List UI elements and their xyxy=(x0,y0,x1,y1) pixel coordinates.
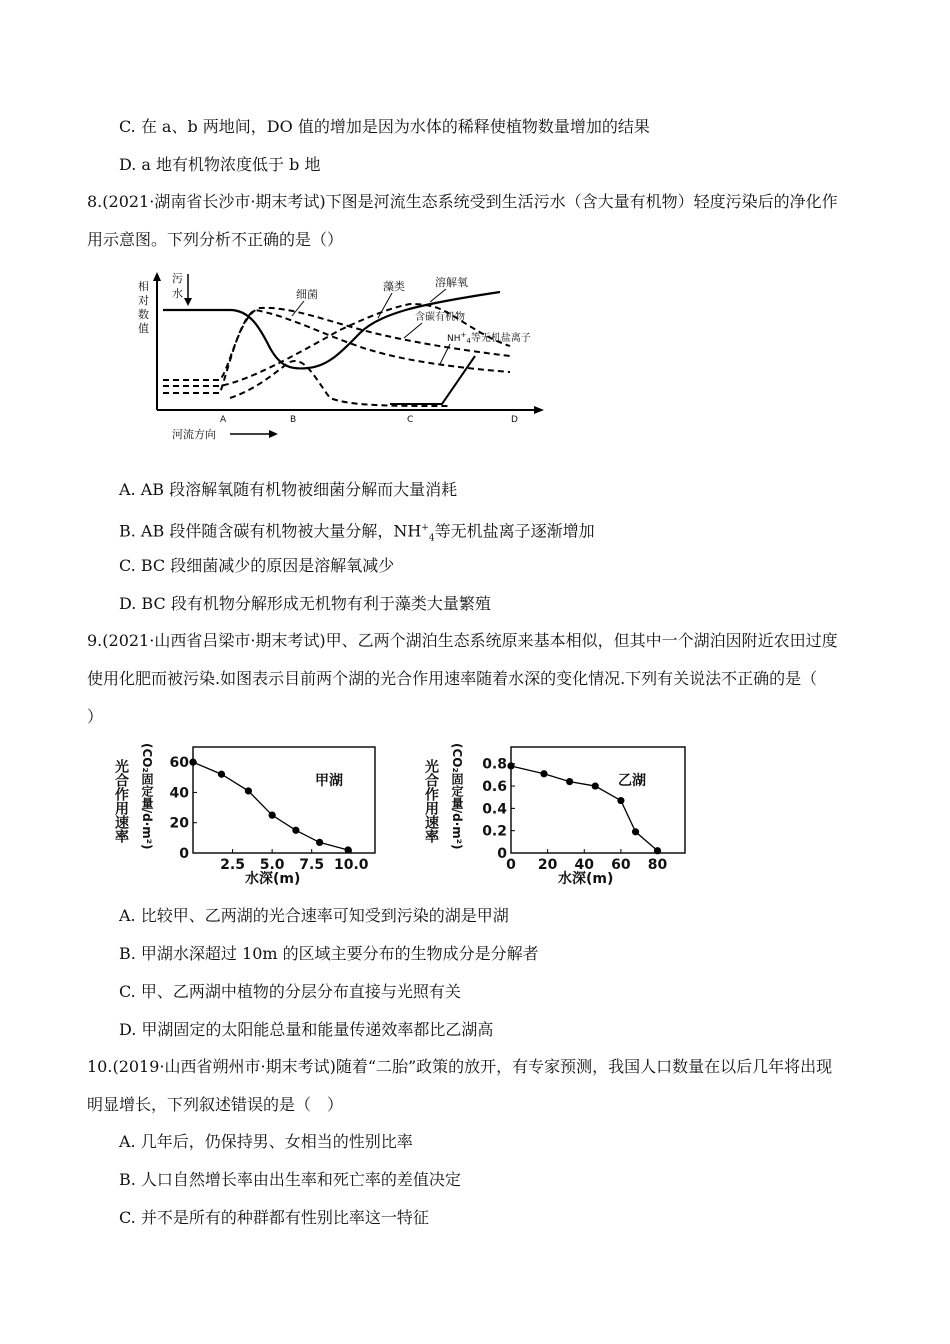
yi-data-point xyxy=(617,797,624,804)
q9-stem-line1: 9.(2021·山西省吕梁市·期末考试)甲、乙两个湖泊生态系统原来基本相似，但其中一个湖泊因附近农田过度 xyxy=(87,631,838,650)
jia-xtick-label: 5.0 xyxy=(259,857,285,873)
yi-data-point xyxy=(540,770,547,777)
jia-ytick-label: 20 xyxy=(169,815,189,832)
yi-xtick-label: 20 xyxy=(537,857,558,873)
yi-title: 乙湖 xyxy=(618,773,646,789)
label-carbon-organic: 含碳有机物 xyxy=(415,312,465,323)
jia-ytick-label: 0 xyxy=(179,846,189,862)
yi-xtick-label: 0 xyxy=(506,857,516,873)
algae-curve xyxy=(230,361,450,406)
q8-option-a: A. AB 段溶解氧随有机物被细菌分解而大量消耗 xyxy=(119,480,458,499)
q9-option-b: B. 甲湖水深超过 10m 的区域主要分布的生物成分是分解者 xyxy=(119,944,539,963)
q8-option-d: D. BC 段有机物分解形成无机物有利于藻类大量繁殖 xyxy=(119,594,491,613)
yi-data-point xyxy=(654,847,661,854)
q9-stem-line3: ） xyxy=(87,707,104,726)
q10-option-c: C. 并不是所有的种群都有性别比率这一特征 xyxy=(119,1208,429,1227)
jia-xtick-label: 2.5 xyxy=(220,857,245,873)
jia-data-point xyxy=(316,839,323,846)
q8-option-c: C. BC 段细菌减少的原因是溶解氧减少 xyxy=(119,556,395,575)
yi-plot-frame xyxy=(511,747,685,853)
q8-option-b: B. AB 段伴随含碳有机物被大量分解，$NH^+_4$等无机盐离子逐渐增加 xyxy=(119,521,595,544)
label-nh4: $NH^+_4$等无机盐离子 xyxy=(447,331,531,345)
jia-title: 甲湖 xyxy=(315,773,343,789)
river-ylabel-3: 数 xyxy=(138,308,149,321)
jia-ylabel-unit: (CO₂固定量/d·m²) xyxy=(140,743,154,850)
river-ylabel-2: 对 xyxy=(138,294,149,307)
river-ylabel-4: 值 xyxy=(138,322,149,335)
point-a: A xyxy=(220,415,227,425)
jia-data-point xyxy=(269,812,276,819)
lake-yi-chart xyxy=(425,735,700,895)
q10-option-b: B. 人口自然增长率由出生率和死亡率的差值决定 xyxy=(119,1170,461,1189)
q8-stem-line1: 8.(2021·湖南省长沙市·期末考试)下图是河流生态系统受到生活污水（含大量有机物）轻度污染后的净化作 xyxy=(87,192,838,211)
svg-text:光合作用速率: 光合作用速率 xyxy=(113,759,129,843)
yi-xlabel: 水深(m) xyxy=(558,871,614,887)
jia-data-point xyxy=(189,759,196,766)
q7-option-c: C. 在 a、b 两地间，DO 值的增加是因为水体的稀释使植物数量增加的结果 xyxy=(119,117,650,136)
point-d: D xyxy=(511,415,518,425)
q10-stem-line1: 10.(2019·山西省朔州市·期末考试)随着“二胎”政策的放开，有专家预测，我国人口数量在以后几年将出现 xyxy=(87,1057,833,1076)
river-xlabel: 河流方向 xyxy=(172,428,216,441)
yi-data-point xyxy=(507,762,514,769)
q9-stem-line2: 使用化肥而被污染.如图表示目前两个湖的光合作用速率随着水深的变化情况.下列有关说法不正确的是（ xyxy=(87,669,818,688)
yi-xtick-label: 80 xyxy=(647,857,668,873)
jia-ytick-label: 60 xyxy=(169,755,189,772)
jia-data-point xyxy=(292,827,299,834)
yi-data-point xyxy=(592,782,599,789)
q7-option-d: D. a 地有机物浓度低于 b 地 xyxy=(119,155,321,174)
lake-jia-chart xyxy=(115,735,385,895)
point-c: C xyxy=(407,415,414,425)
dissolved-oxygen-curve xyxy=(163,292,500,368)
yi-ytick-label: 0.6 xyxy=(482,779,507,796)
label-dissolved-oxygen: 溶解氧 xyxy=(435,276,468,289)
q9-option-d: D. 甲湖固定的太阳能总量和能量传递效率都比乙湖高 xyxy=(119,1020,494,1039)
jia-xlabel: 水深(m) xyxy=(245,871,301,887)
yi-data-point xyxy=(632,828,639,835)
jia-xtick-label: 10.0 xyxy=(333,857,369,873)
yi-ylabel: 光合作用速率 xyxy=(423,759,439,843)
yi-data-point xyxy=(566,778,573,785)
river-purification-diagram xyxy=(130,268,550,448)
point-b: B xyxy=(290,415,297,425)
yi-ytick-label: 0.4 xyxy=(482,801,507,818)
jia-plot-frame xyxy=(193,747,375,853)
yi-ylabel-unit: (CO₂固定量/d·m²) xyxy=(450,743,464,850)
q10-option-a: A. 几年后，仍保持男、女相当的性别比率 xyxy=(119,1132,413,1151)
yi-ytick-label: 0 xyxy=(497,846,507,862)
q10-stem-line2: 明显增长，下列叙述错误的是（ ） xyxy=(87,1095,344,1114)
jia-data-point xyxy=(245,787,252,794)
jia-data-point xyxy=(344,846,351,853)
yi-ytick-label: 0.8 xyxy=(482,756,507,773)
jia-ylabel xyxy=(113,758,129,844)
yi-xtick-label: 60 xyxy=(611,857,631,873)
label-algae: 藻类 xyxy=(383,280,405,293)
q9-option-a: A. 比较甲、乙两湖的光合速率可知受到污染的湖是甲湖 xyxy=(119,906,509,925)
label-bacteria: 细菌 xyxy=(296,288,318,301)
jia-ytick-label: 40 xyxy=(169,785,189,802)
jia-xtick-label: 7.5 xyxy=(299,857,325,873)
sewage-label-1: 污 xyxy=(172,272,183,285)
yi-ytick-label: 0.2 xyxy=(482,823,507,840)
q9-option-c: C. 甲、乙两湖中植物的分层分布直接与光照有关 xyxy=(119,982,461,1001)
jia-data-point xyxy=(218,771,225,778)
yi-xtick-label: 40 xyxy=(574,857,595,873)
q8-stem-line2: 用示意图。下列分析不正确的是（） xyxy=(87,230,344,249)
river-ylabel-1: 相 xyxy=(138,280,149,293)
sewage-label-2: 水 xyxy=(172,287,183,300)
